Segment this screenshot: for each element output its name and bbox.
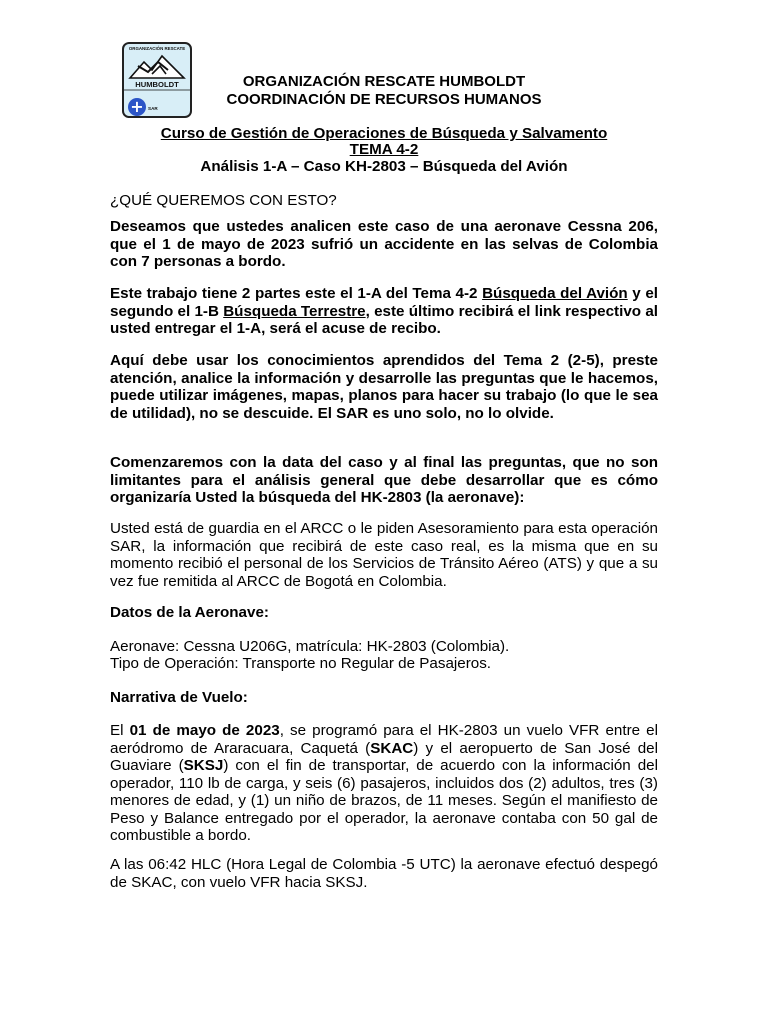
paragraph-parts <box>110 285 658 338</box>
flight-date: 01 de mayo de 2023 <box>129 722 280 739</box>
paragraph-objective: Deseamos que ustedes analicen este caso de una aeronave Cessna 206, que el 1 de mayo de 2023 sufrió un accidente en las selvas de Colombia con 7 personas a bordo. <box>110 218 658 270</box>
link-busqueda-avion[interactable]: Búsqueda del Avión <box>482 285 628 302</box>
organization-logo <box>122 42 192 118</box>
airport-code-sksj: SKSJ <box>183 757 224 774</box>
department-name: COORDINACIÓN DE RECURSOS HUMANOS <box>226 91 542 108</box>
organization-name: ORGANIZACIÓN RESCATE HUMBOLDT <box>242 73 526 90</box>
paragraph-text: ) y el aeropuerto de San José del Guaviare ( <box>110 739 658 774</box>
aircraft-info: Aeronave: Cessna U206G, matrícula: HK-2803 (Colombia). <box>110 638 510 655</box>
paragraph-data-intro: Comenzaremos con la data del caso y al final las preguntas, que no son limitantes para el análisis general que debe desarrollar que es cómo organizaría Usted la búsqueda del HK-2803 (la aeronave): <box>110 454 658 506</box>
logo-sar-text: SAR <box>148 106 158 111</box>
paragraph-instructions: Aquí debe usar los conocimientos aprendidos del Tema 2 (2-5), preste atención, analice la información y desarrolle las preguntas que le hacemos, puede utilizar imágenes, mapas, planos para hacer su trabajo (lo que le sea de utilidad), no se descuide. El SAR es uno solo, no lo olvide. <box>110 352 658 422</box>
paragraph-takeoff: A las 06:42 HLC (Hora Legal de Colombia -5 UTC) la aeronave efectuó despegó de SKAC, con vuelo VFR hacia SKSJ. <box>110 856 658 891</box>
paragraph-text: y el segundo el 1-B <box>110 285 658 320</box>
logo-top-text: ORGANIZACIÓN RESCATE <box>128 46 186 51</box>
logo-main-text: HUMBOLDT <box>135 80 179 89</box>
topic-title: TEMA 4-2 <box>349 141 419 158</box>
course-title: Curso de Gestión de Operaciones de Búsqueda y Salvamento <box>160 125 608 142</box>
subheading-aircraft-data: Datos de la Aeronave: <box>110 604 269 621</box>
operation-type: Tipo de Operación: Transporte no Regular de Pasajeros. <box>110 655 492 672</box>
paragraph-narrative <box>110 722 658 845</box>
link-busqueda-terrestre[interactable]: Búsqueda Terrestre <box>223 302 366 320</box>
paragraph-text: ) con el fin de transportar, de acuerdo con la información del operador, 110 lb de carga, y seis (6) pasajeros, incluidos dos (2) adultos, tres (3) menores de edad, y (1) un niño de brazos, de 11 meses. Según el manifiesto de Peso y Balance entregado por el operador, la aeronave contaba con 50 gal de combustible a bordo. <box>110 757 658 844</box>
paragraph-text: Este trabajo tiene 2 partes este el 1-A del Tema 4-2 <box>110 285 483 302</box>
medical-cross-icon: + <box>128 98 146 116</box>
section-heading: ¿QUÉ QUEREMOS CON ESTO? <box>110 192 337 209</box>
paragraph-scenario: Usted está de guardia en el ARCC o le piden Asesoramiento para esta operación SAR, la información que recibirá de este caso real, es la misma que en su momento recibió el personal de los Servicios de Tránsito Aéreo (ATS) y que a su vez fue remitida al ARCC de Bogotá en Colombia. <box>110 520 658 590</box>
subheading-flight-narrative: Narrativa de Vuelo: <box>110 689 248 706</box>
paragraph-text: , este último recibirá el link respectivo al usted entregar el 1-A, será el acuse de recibo. <box>110 302 658 337</box>
airport-code-skac: SKAC <box>370 739 414 757</box>
analysis-title: Análisis 1-A – Caso KH-2803 – Búsqueda del Avión <box>200 158 568 175</box>
paragraph-text: , se programó para el HK-2803 un vuelo VFR entre el aeródromo de Araracuara, Caquetá ( <box>110 722 658 757</box>
paragraph-text: El <box>110 722 130 739</box>
